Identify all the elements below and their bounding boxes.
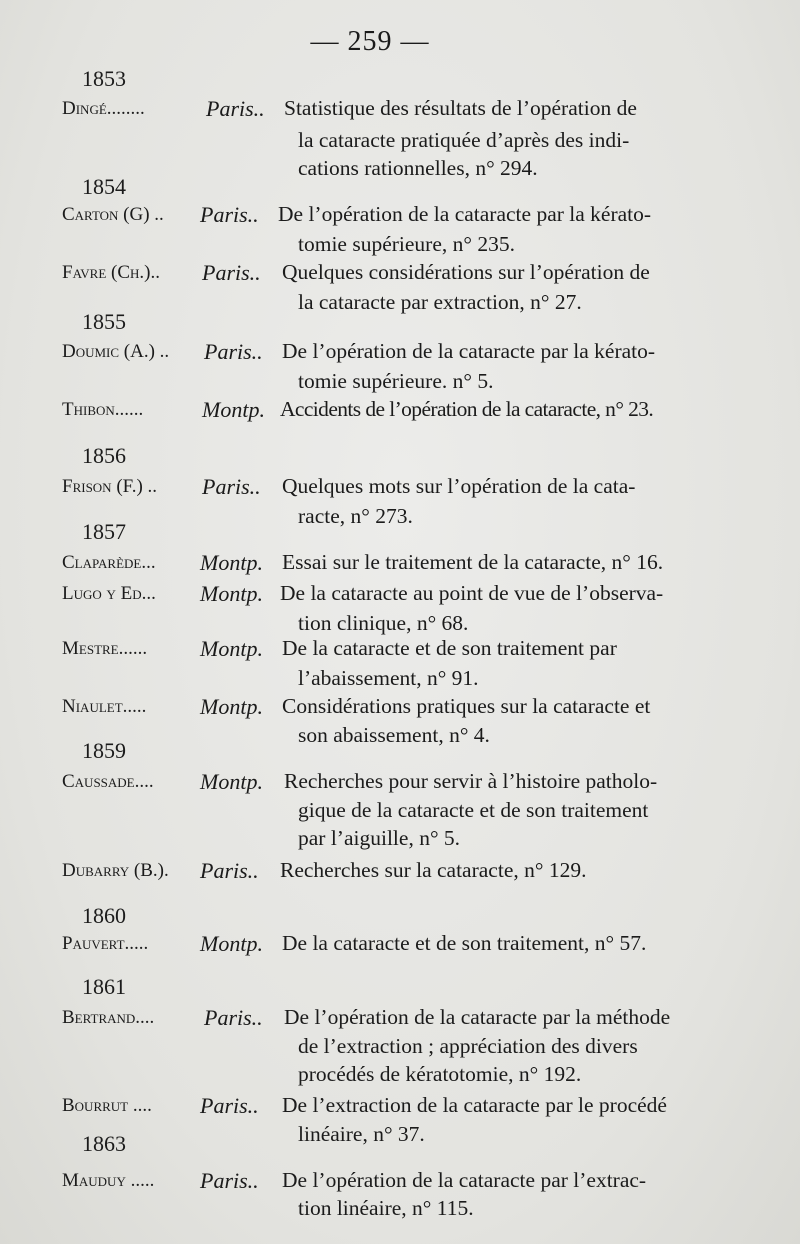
entry-title-line: De l’extraction de la cataracte par le procédé (282, 1093, 667, 1117)
entry-place: Paris.. (200, 202, 259, 227)
entry-title-line: son abaissement, n° 4. (298, 723, 490, 747)
entry-place: Montp. (200, 550, 263, 575)
entry-title-line: Quelques mots sur l’opération de la cata- (282, 474, 636, 498)
entry-place: Paris.. (202, 260, 261, 285)
entry-title-line: par l’aiguille, n° 5. (298, 826, 461, 850)
entry-place: Montp. (200, 769, 263, 794)
entry-author: Dingé........ (62, 98, 145, 119)
entry-author: Thibon...... (62, 399, 144, 420)
entry-title-line: la cataracte pratiquée d’après des indi- (298, 128, 630, 152)
entry-title-line: linéaire, n° 37. (298, 1122, 425, 1146)
entry-author: Favre (Ch.).. (62, 262, 160, 283)
entry-title-line: De l’opération de la cataracte par la méthode (284, 1005, 671, 1029)
entry-title-line: la cataracte par extraction, n° 27. (298, 290, 582, 314)
entry-place: Montp. (200, 636, 263, 661)
entry-title-line: De la cataracte et de son traitement par (282, 636, 617, 660)
page-number: — 259 — (310, 26, 430, 57)
entry-place: Paris.. (206, 96, 265, 121)
entry-author: Carton (G) .. (62, 204, 164, 225)
entry-title-line: de l’extraction ; appréciation des divers (298, 1034, 638, 1058)
year-heading: 1860 (82, 903, 126, 928)
entry-place: Montp. (200, 694, 263, 719)
entry-title-line: De l’opération de la cataracte par la kérato- (278, 202, 652, 226)
entry-title-line: tion clinique, n° 68. (298, 611, 469, 635)
entry-author: Bertrand.... (62, 1007, 155, 1028)
entry-title-line: Recherches sur la cataracte, n° 129. (280, 858, 587, 882)
entry-place: Montp. (200, 581, 263, 606)
entry-title-line: De la cataracte au point de vue de l’observa- (280, 581, 664, 605)
entry-title-line: De l’opération de la cataracte par la kérato- (282, 339, 656, 363)
year-heading: 1859 (82, 738, 126, 763)
entry-author: Mestre...... (62, 638, 148, 659)
year-heading: 1856 (82, 443, 126, 468)
entry-title-line: tomie supérieure. n° 5. (298, 369, 494, 393)
entry-author: Bourrut .... (62, 1095, 152, 1116)
entry-title-line: De la cataracte et de son traitement, n° 57. (282, 931, 647, 955)
entry-author: Claparède... (62, 552, 156, 573)
entry-author: Dubarry (B.). (62, 860, 169, 881)
entry-title-line: tion linéaire, n° 115. (298, 1196, 474, 1220)
entry-place: Paris.. (204, 339, 263, 364)
entry-place: Paris.. (200, 1093, 259, 1118)
entry-title-line: Quelques considérations sur l’opération de (282, 260, 650, 284)
year-heading: 1857 (82, 519, 126, 544)
entry-place: Paris.. (200, 1168, 259, 1193)
entry-author: Doumic (A.) .. (62, 341, 170, 362)
entry-title-line: procédés de kératotomie, n° 192. (298, 1062, 582, 1086)
entry-place: Paris.. (202, 474, 261, 499)
year-heading: 1853 (82, 66, 126, 91)
entry-title-line: Recherches pour servir à l’histoire patholo- (284, 769, 658, 793)
year-heading: 1863 (82, 1131, 126, 1156)
entry-author: Niaulet..... (62, 696, 147, 717)
entry-place: Paris.. (204, 1005, 263, 1030)
entry-title-line: Accidents de l’opération de la cataracte, n° 23. (280, 397, 654, 421)
entry-place: Montp. (202, 397, 265, 422)
entry-title-line: racte, n° 273. (298, 504, 413, 528)
entry-place: Montp. (200, 931, 263, 956)
entry-title-line: gique de la cataracte et de son traitement (298, 798, 649, 822)
entry-title-line: l’abaissement, n° 91. (298, 666, 479, 690)
entry-title-line: Considérations pratiques sur la cataracte et (282, 694, 651, 718)
entry-title-line: cations rationnelles, n° 294. (298, 156, 538, 180)
entry-author: Mauduy ..... (62, 1170, 155, 1191)
entry-title-line: Essai sur le traitement de la cataracte, n° 16. (282, 550, 664, 574)
entry-title-line: De l’opération de la cataracte par l’extrac- (282, 1168, 647, 1192)
year-heading: 1861 (82, 974, 126, 999)
entry-title-line: tomie supérieure, n° 235. (298, 232, 515, 256)
entry-place: Paris.. (200, 858, 259, 883)
entry-author: Lugo y Ed... (62, 583, 156, 604)
year-heading: 1855 (82, 309, 126, 334)
entry-author: Caussade.... (62, 771, 154, 792)
year-heading: 1854 (82, 174, 126, 199)
entry-title-line: Statistique des résultats de l’opération de (284, 96, 637, 120)
entry-author: Frison (F.) .. (62, 476, 158, 497)
entry-author: Pauvert..... (62, 933, 149, 954)
